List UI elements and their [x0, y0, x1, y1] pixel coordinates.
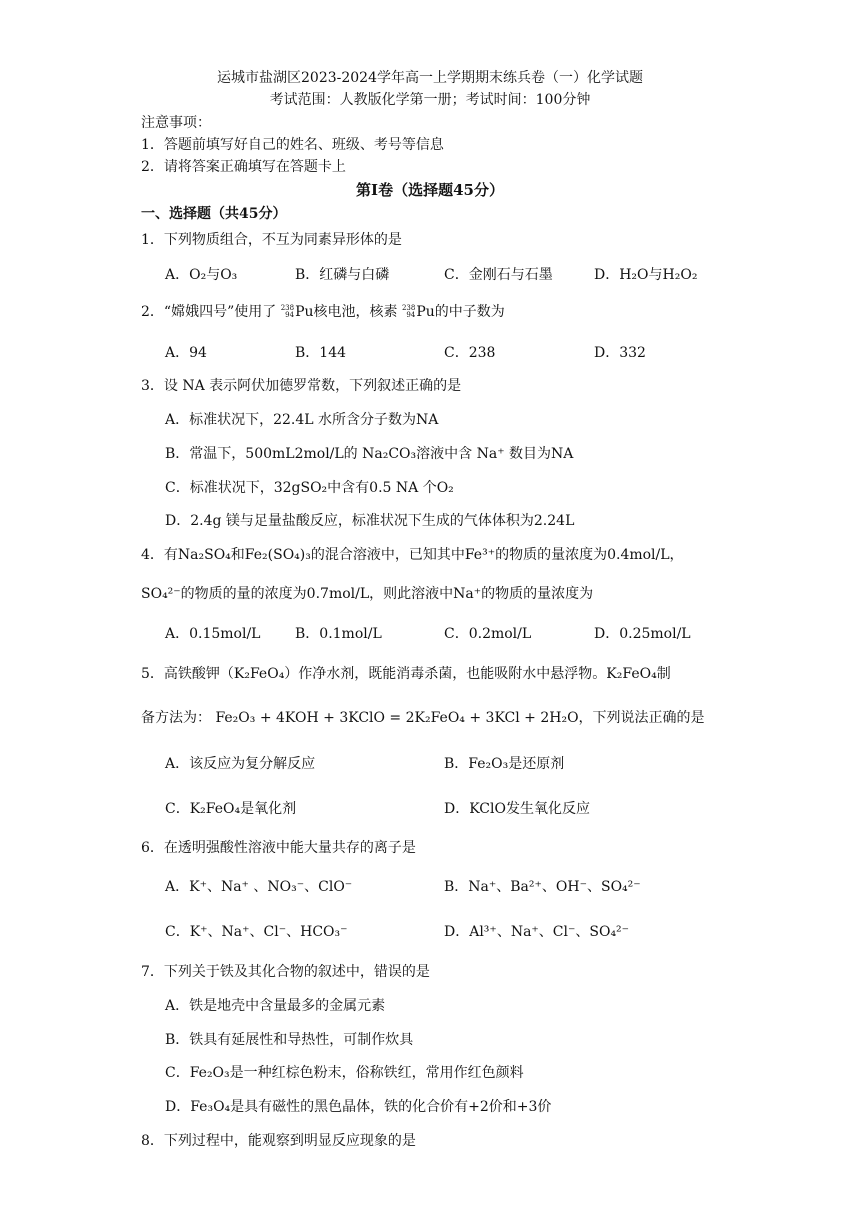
question-5-stem: 5．高铁酸钾（K₂FeO₄）作净水剂，既能消毒杀菌，也能吸附水中悬浮物。K₂FeO₄制: [141, 666, 671, 682]
volume-title: 第I卷（选择题45分）: [356, 181, 504, 199]
question-1-stem: 1．下列物质组合，不互为同素异形体的是: [141, 232, 402, 248]
question-5-option-b[interactable]: B．Fe₂O₃是还原剂: [444, 756, 565, 772]
question-3-option-b[interactable]: B．常温下，500mL2mol/L的 Na₂CO₃溶液中含 Na⁺ 数目为NA: [165, 446, 574, 462]
question-5-option-a[interactable]: A．该反应为复分解反应: [165, 756, 316, 772]
question-2-option-d[interactable]: D．332: [594, 345, 646, 361]
isotope-symbol-2: 238 94: [401, 304, 416, 319]
question-7-option-b[interactable]: B．铁具有延展性和导热性，可制作炊具: [165, 1032, 414, 1048]
question-7-option-c[interactable]: C．Fe₂O₃是一种红棕色粉末，俗称铁红，常用作红色颜料: [165, 1065, 524, 1081]
question-4-option-c[interactable]: C．0.2mol/L: [444, 626, 532, 642]
question-2-stem: [141, 302, 505, 322]
question-6-option-b[interactable]: B．Na⁺、Ba²⁺、OH⁻、SO₄²⁻: [444, 879, 641, 895]
question-2-option-a[interactable]: A．94: [165, 345, 207, 361]
question-2-option-c[interactable]: C．238: [444, 345, 496, 361]
question-1-option-a[interactable]: A．O₂与O₃: [165, 267, 238, 283]
notice-item-2: 2．请将答案正确填写在答题卡上: [141, 159, 346, 175]
question-1-option-d[interactable]: D．H₂O与H₂O₂: [594, 267, 698, 283]
question-3-option-c[interactable]: C．标准状况下，32gSO₂中含有0.5 NA 个O₂: [165, 480, 454, 496]
question-2-stem-part-3: Pu的中子数为: [416, 304, 505, 320]
question-5-stem-2: 备方法为： Fe₂O₃ + 4KOH + 3KClO = 2K₂FeO₄ + 3KCl + 2H₂O，下列说法正确的是: [141, 710, 705, 726]
question-3-option-a[interactable]: A．标准状况下，22.4L 水所含分子数为NA: [165, 412, 439, 428]
notice-item-1: 1．答题前填写好自己的姓名、班级、考号等信息: [141, 137, 444, 153]
question-6-option-a[interactable]: A．K⁺、Na⁺ 、NO₃⁻、ClO⁻: [165, 879, 353, 895]
exam-title: 运城市盐湖区2023-2024学年高一上学期期末练兵卷（一）化学试题: [217, 70, 643, 86]
question-4-option-d[interactable]: D．0.25mol/L: [594, 626, 691, 642]
notice-heading: 注意事项：: [141, 115, 211, 131]
question-1-option-c[interactable]: C．金刚石与石墨: [444, 267, 553, 283]
question-3-option-d[interactable]: D．2.4g 镁与足量盐酸反应，标准状况下生成的气体体积为2.24L: [165, 513, 575, 529]
question-6-option-c[interactable]: C．K⁺、Na⁺、Cl⁻、HCO₃⁻: [165, 924, 348, 940]
question-5-option-c[interactable]: C．K₂FeO₄是氧化剂: [165, 801, 297, 817]
question-4-stem: 4．有Na₂SO₄和Fe₂(SO₄)₃的混合溶液中，已知其中Fe³⁺的物质的量浓度为0.4mol/L，: [141, 547, 684, 563]
question-5-option-d[interactable]: D．KClO发生氧化反应: [444, 801, 590, 817]
question-8-stem: 8．下列过程中，能观察到明显反应现象的是: [141, 1133, 416, 1149]
question-2-option-b[interactable]: B．144: [295, 345, 347, 361]
question-4-option-b[interactable]: B．0.1mol/L: [295, 626, 382, 642]
question-7-option-a[interactable]: A．铁是地壳中含量最多的金属元素: [165, 998, 386, 1014]
question-7-option-d[interactable]: D．Fe₃O₄是具有磁性的黑色晶体，铁的化合价有+2价和+3价: [165, 1099, 552, 1115]
question-6-option-d[interactable]: D．Al³⁺、Na⁺、Cl⁻、SO₄²⁻: [444, 924, 630, 940]
question-2-stem-part-1: 2．“嫦娥四号”使用了: [141, 304, 277, 320]
question-2-stem-part-2: Pu核电池，核素: [295, 304, 398, 320]
question-4-option-a[interactable]: A．0.15mol/L: [165, 626, 261, 642]
question-4-stem-2: SO₄²⁻的物质的量的浓度为0.7mol/L，则此溶液中Na⁺的物质的量浓度为: [141, 586, 594, 602]
question-7-stem: 7．下列关于铁及其化合物的叙述中，错误的是: [141, 964, 430, 980]
exam-subtitle: 考试范围：人教版化学第一册；考试时间：100分钟: [269, 92, 591, 108]
question-3-stem: 3．设 NA 表示阿伏加德罗常数，下列叙述正确的是: [141, 378, 462, 394]
isotope-symbol: 238 94: [280, 304, 295, 319]
question-1-option-b[interactable]: B．红磷与白磷: [295, 267, 390, 283]
part-title: 一、选择题（共45分）: [141, 206, 287, 222]
question-6-stem: 6．在透明强酸性溶液中能大量共存的离子是: [141, 840, 416, 856]
